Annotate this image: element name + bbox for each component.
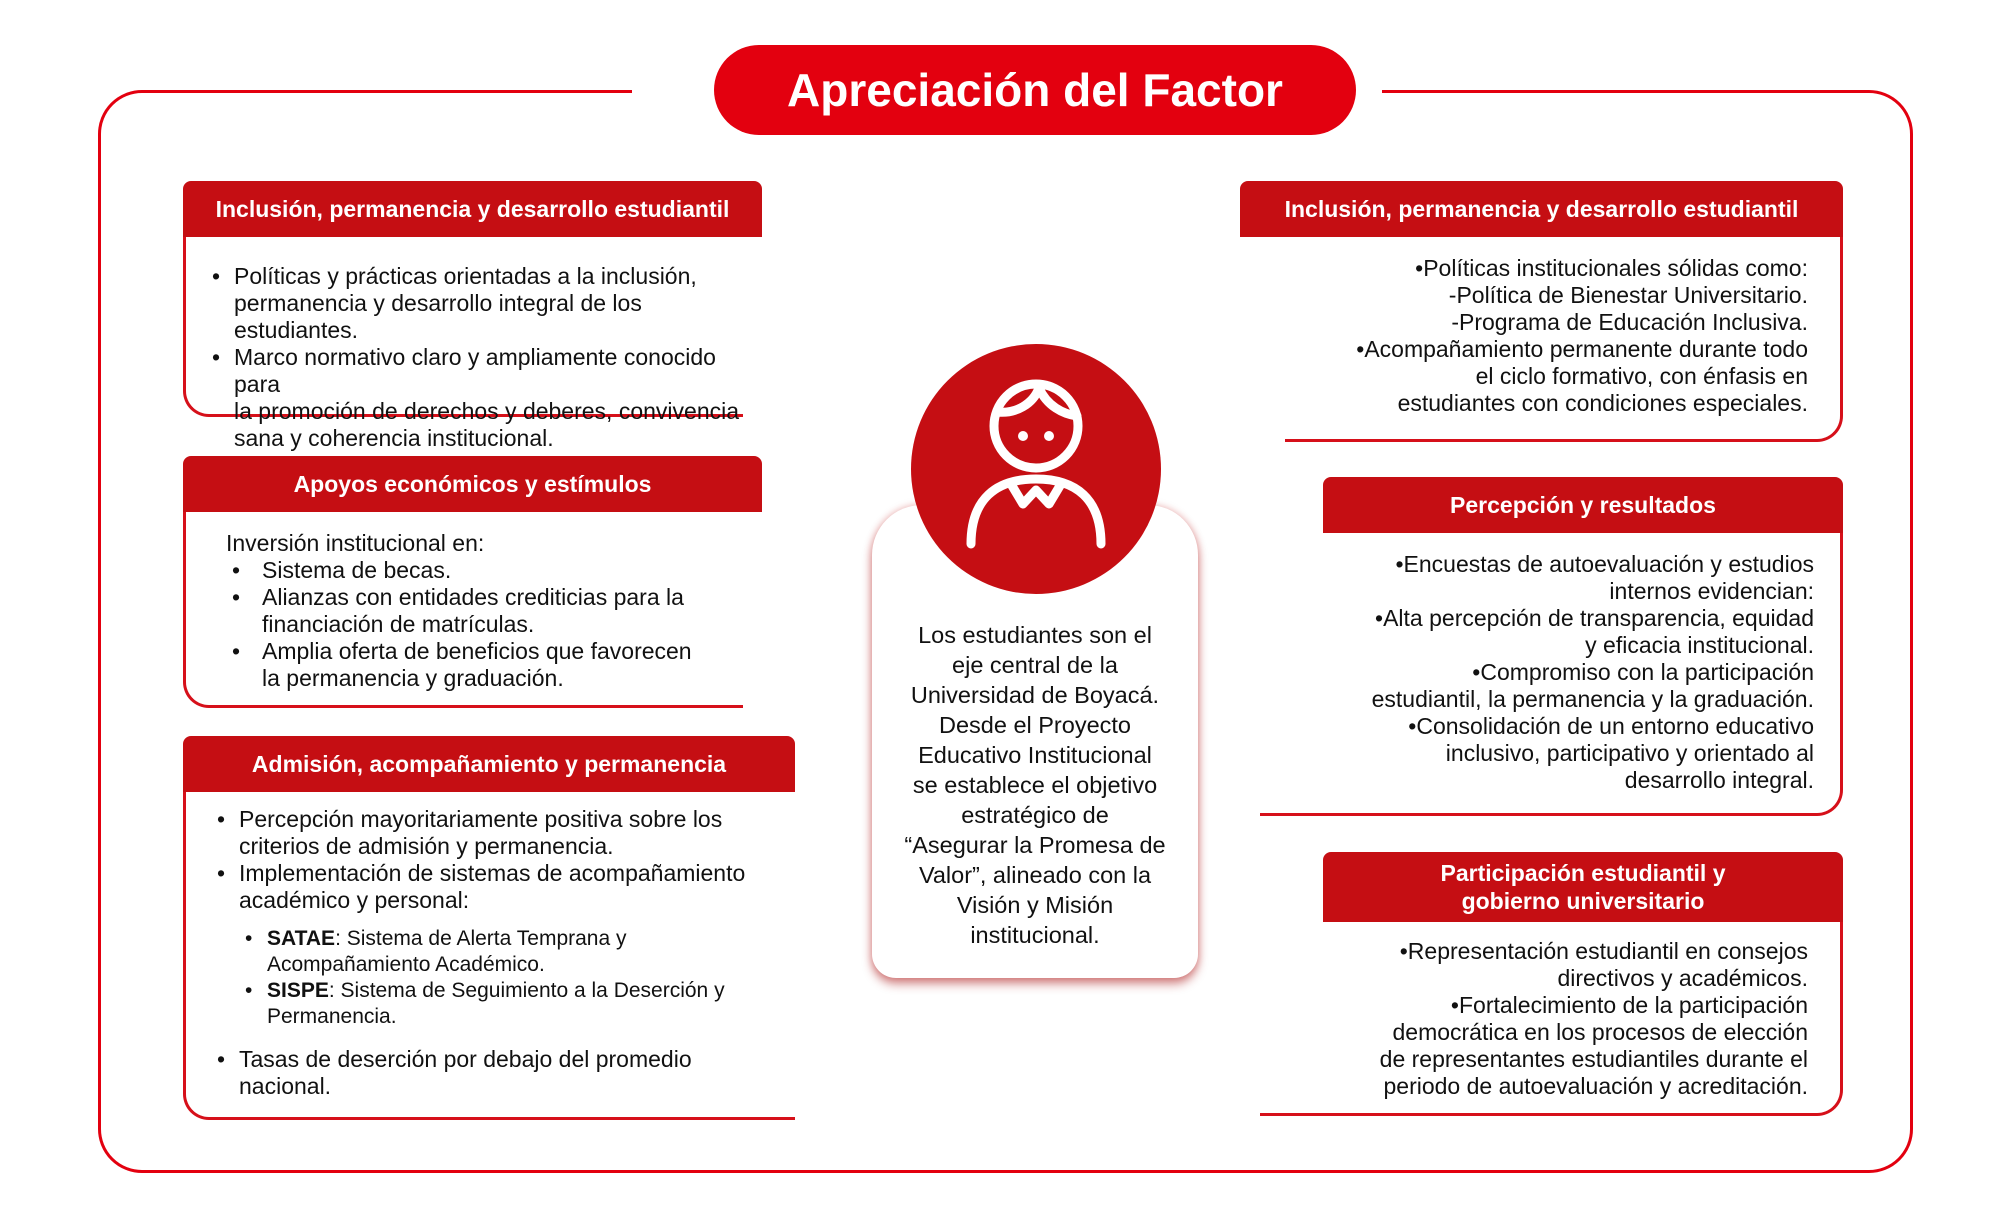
- page-title: Apreciación del Factor: [714, 45, 1356, 135]
- card-heading: Admisión, acompañamiento y permanencia: [183, 736, 795, 792]
- list-item: -Programa de Educación Inclusiva.: [1451, 309, 1808, 335]
- list-item: • Implementación de sistemas de acompañamiento académico y personal:: [211, 860, 795, 914]
- list-item: internos evidencian:: [1609, 578, 1814, 604]
- card-body: [183, 237, 743, 451]
- list-item: • Amplia oferta de beneficios que favorecen la permanencia y graduación.: [226, 638, 743, 692]
- list-item: •Fortalecimiento de la participación: [1450, 992, 1808, 1018]
- list-item: •Acompañamiento permanente durante todo: [1356, 336, 1808, 362]
- student-icon-circle: [911, 344, 1161, 594]
- list-item: •Encuestas de autoevaluación y estudios: [1395, 551, 1814, 577]
- card-body: [1260, 922, 1843, 1116]
- list-item: democrática en los procesos de elección: [1392, 1019, 1808, 1045]
- intro-text: Inversión institucional en:: [226, 530, 485, 556]
- list-item: • Marco normativo claro y ampliamente conocido para la promoción de derechos y deberes, convivencia sana y coherencia institucional.: [206, 344, 743, 452]
- heading-line: gobierno universitario: [1461, 888, 1705, 914]
- list-item: y eficacia institucional.: [1585, 632, 1814, 658]
- list-item: • SISPE: Sistema de Seguimiento a la Deserción y Permanencia.: [239, 978, 795, 1030]
- list-item: el ciclo formativo, con énfasis en: [1475, 363, 1808, 389]
- card-heading: Percepción y resultados: [1323, 477, 1843, 533]
- list-item: •Compromiso con la participación: [1472, 659, 1814, 685]
- list-item: • Percepción mayoritariamente positiva sobre los criterios de admisión y permanencia.: [211, 806, 795, 860]
- list-item: •Representación estudiantil en consejos: [1399, 938, 1808, 964]
- list-item: desarrollo integral.: [1624, 767, 1814, 793]
- card-body: [183, 512, 743, 708]
- list-item: •Consolidación de un entorno educativo: [1408, 713, 1814, 739]
- list-item: •Alta percepción de transparencia, equidad: [1375, 605, 1814, 631]
- center-description: Los estudiantes son el eje central de la Universidad de Boyacá. Desde el Proyecto Educativo Institucional se establece el objetivo estratégico de “Asegurar la Promesa de Valor”, alineado con la Visión y Misión institucional.: [904, 622, 1166, 948]
- card-heading: Inclusión, permanencia y desarrollo estudiantil: [1240, 181, 1843, 237]
- list-item: estudiantes con condiciones especiales.: [1397, 390, 1808, 416]
- list-item: • Alianzas con entidades crediticias para la financiación de matrículas.: [226, 584, 743, 638]
- list-item: -Política de Bienestar Universitario.: [1448, 282, 1808, 308]
- card-body: [1260, 533, 1843, 816]
- card-heading: Inclusión, permanencia y desarrollo estudiantil: [183, 181, 762, 237]
- list-item: • SATAE: Sistema de Alerta Temprana y Acompañamiento Académico.: [239, 926, 795, 978]
- list-item: inclusivo, participativo y orientado al: [1445, 740, 1814, 766]
- card-heading: Apoyos económicos y estímulos: [183, 456, 762, 512]
- student-icon: [911, 344, 1161, 594]
- list-item: • Tasas de deserción por debajo del promedio nacional.: [211, 1046, 795, 1100]
- list-item: de representantes estudiantiles durante el: [1379, 1046, 1808, 1072]
- card-body: [1285, 237, 1843, 442]
- list-item: periodo de autoevaluación y acreditación.: [1383, 1073, 1808, 1099]
- card-heading: [1323, 852, 1843, 922]
- list-item: •Políticas institucionales sólidas como:: [1415, 255, 1808, 281]
- list-item: • Políticas y prácticas orientadas a la inclusión, permanencia y desarrollo integral de los estudiantes.: [206, 263, 743, 344]
- heading-line: Participación estudiantil y: [1440, 860, 1726, 886]
- list-item: estudiantil, la permanencia y la graduación.: [1371, 686, 1814, 712]
- list-item: directivos y académicos.: [1557, 965, 1808, 991]
- list-item: • Sistema de becas.: [226, 557, 743, 584]
- card-body: [183, 792, 795, 1120]
